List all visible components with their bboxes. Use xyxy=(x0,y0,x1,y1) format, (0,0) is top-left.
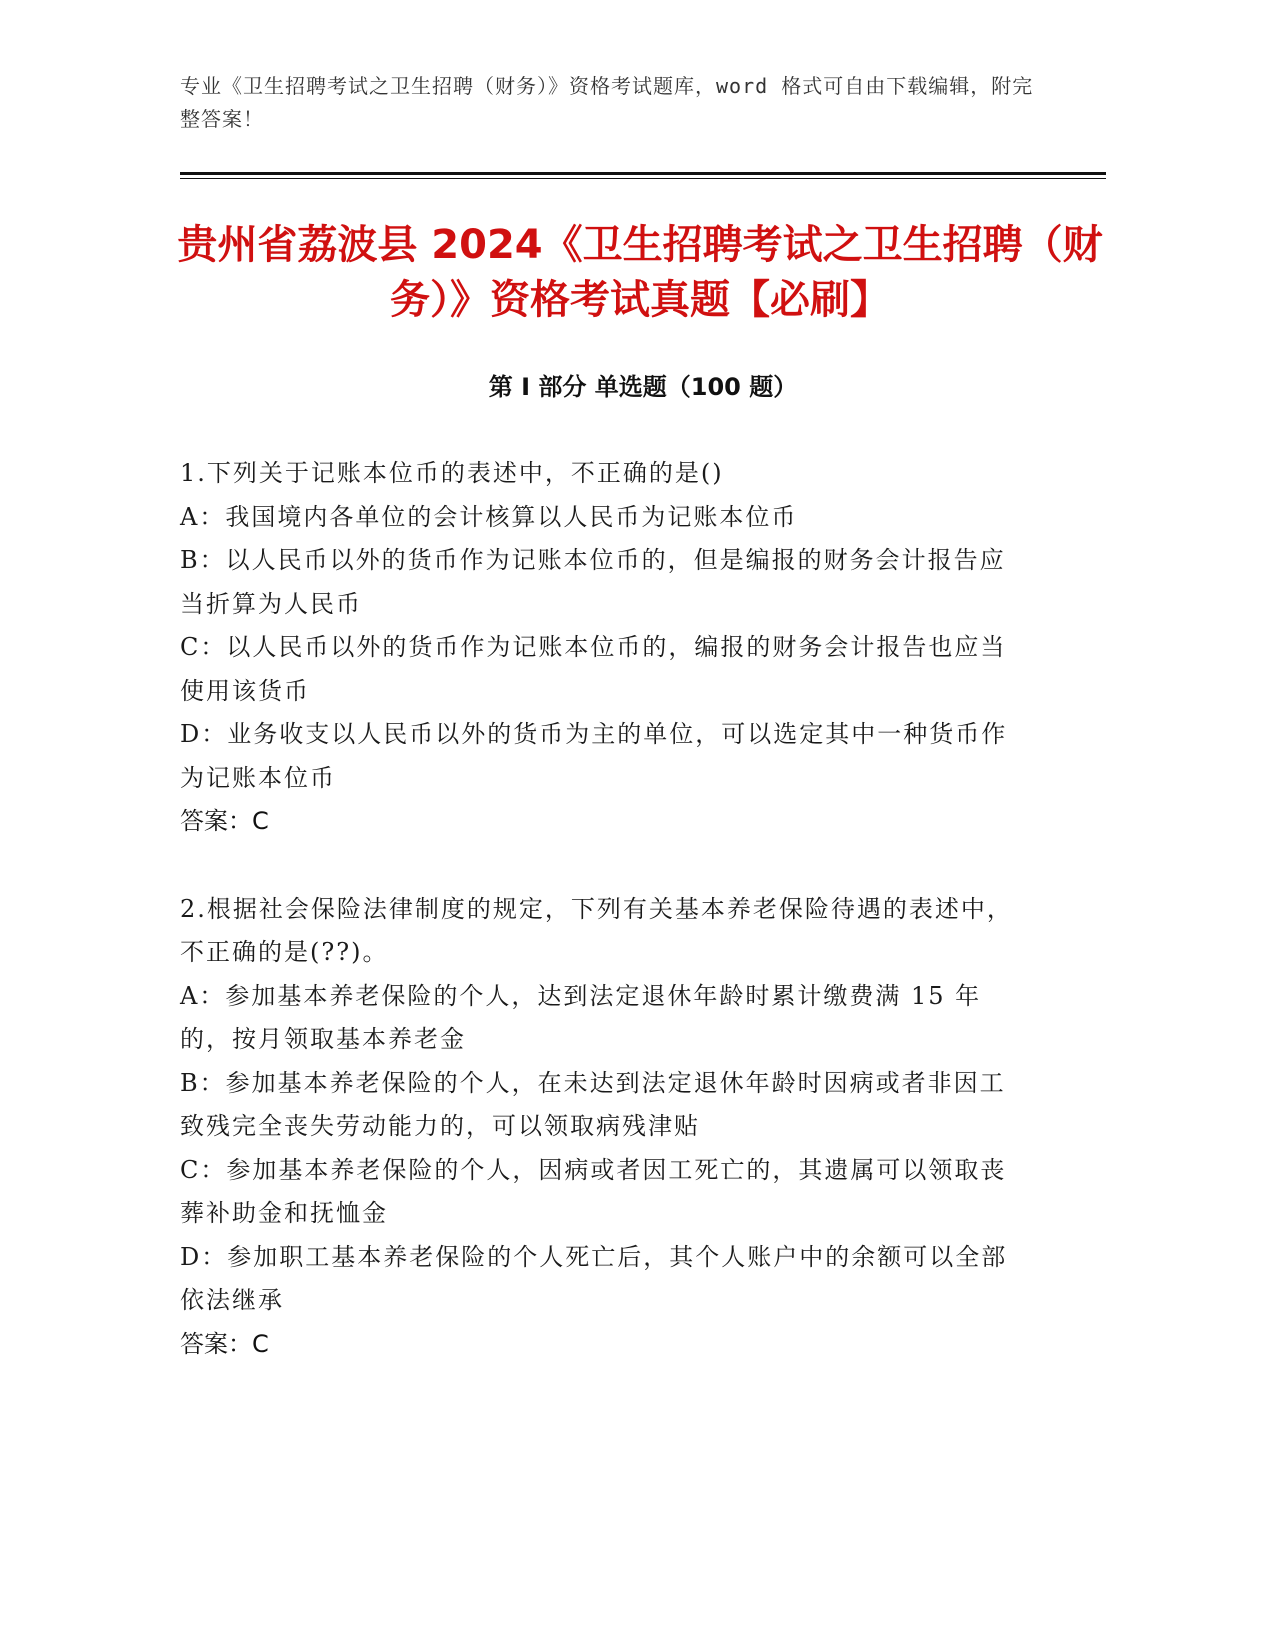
question-2 xyxy=(180,888,1030,1367)
question-stem: 1.下列关于记账本位币的表述中，不正确的是() xyxy=(180,459,724,487)
answer-label: 答案：C xyxy=(180,807,269,835)
option-b: B：参加基本养老保险的个人，在未达到法定退休年龄时因病或者非因工致残完全丧失劳动能力的，可以领取病残津贴 xyxy=(180,1068,1006,1140)
header-rule-thick xyxy=(180,172,1106,175)
option-b: B：以人民币以外的货币作为记账本位币的，但是编报的财务会计报告应当折算为人民币 xyxy=(180,546,1006,618)
section-title: 第 I 部分 单选题（100 题） xyxy=(488,373,798,401)
option-a: A：参加基本养老保险的个人，达到法定退休年龄时累计缴费满 15 年的，按月领取基本养老金 xyxy=(180,981,982,1053)
document-title: 贵州省荔波县 2024《卫生招聘考试之卫生招聘（财务）》资格考试真题【必刷】 xyxy=(177,222,1103,323)
header-rule-thin xyxy=(180,178,1106,179)
option-d: D：业务收支以人民币以外的货币为主的单位，可以选定其中一种货币作为记账本位币 xyxy=(180,720,1008,792)
header-note: 专业《卫生招聘考试之卫生招聘（财务）》资格考试题库，word 格式可自由下载编辑，附完整答案！ xyxy=(180,74,1034,131)
answer-label: 答案：C xyxy=(180,1329,269,1358)
option-a: A：我国境内各单位的会计核算以人民币为记账本位币 xyxy=(180,502,798,531)
option-c: C：参加基本养老保险的个人，因病或者因工死亡的，其遗属可以领取丧葬补助金和抚恤金 xyxy=(180,1155,1007,1227)
question-list xyxy=(180,452,1030,1410)
question-1 xyxy=(180,452,1030,844)
option-c: C：以人民币以外的货币作为记账本位币的，编报的财务会计报告也应当使用该货币 xyxy=(180,633,1007,705)
option-d: D：参加职工基本养老保险的个人死亡后，其个人账户中的余额可以全部依法继承 xyxy=(180,1242,1008,1314)
question-stem: 2.根据社会保险法律制度的规定，下列有关基本养老保险待遇的表述中，不正确的是(??)。 xyxy=(180,894,1013,966)
